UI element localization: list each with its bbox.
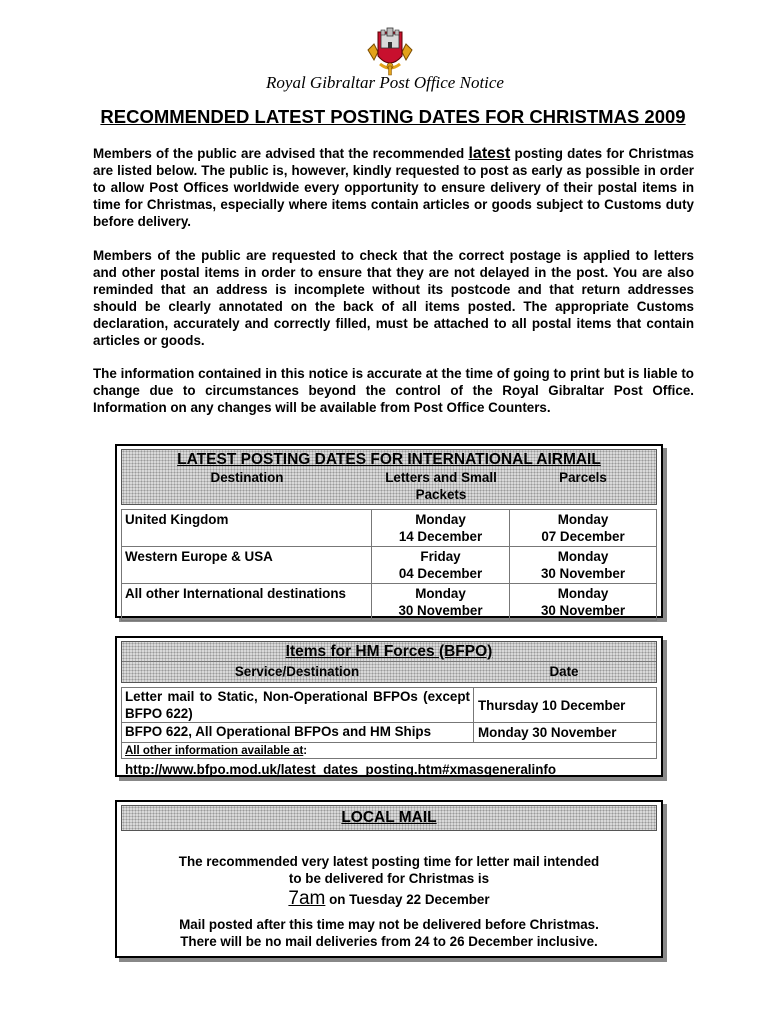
date-cell: Thursday 10 December: [474, 688, 657, 723]
letters-day: Monday: [415, 586, 466, 601]
table-row: [122, 584, 657, 621]
local-mail-box: [115, 800, 663, 958]
info-label: All other information available at: [125, 745, 304, 757]
letters-cell: [372, 510, 510, 547]
airmail-table: [121, 509, 657, 621]
local-header: [121, 805, 657, 831]
destination-cell: All other International destinations: [122, 584, 372, 621]
postage-paragraph: Members of the public are requested to check that the correct postage is applied to letters and other postal items in order to ensure that they are not delayed in the post. You are also reminded that an address is incomplete without its postcode and that return addresses should be clearly annotated on the back of all items posted. The appropriate Customs declaration, accurately and correctly filled, must be attached to all postal items that contain articles or goods.: [93, 248, 694, 348]
table-row: [122, 510, 657, 547]
table-row: [122, 547, 657, 584]
service-cell: BFPO 622, All Operational BFPOs and HM Ships: [122, 723, 474, 743]
col-letters: Letters and Small Packets: [385, 470, 497, 502]
gibraltar-crest-icon: [364, 20, 416, 76]
local-line-2: to be delivered for Christmas is: [288, 871, 490, 886]
bfpo-header: [121, 641, 657, 683]
airmail-column-headers: [122, 469, 656, 503]
accuracy-paragraph: The information contained in this notice is accurate at the time of going to print but is liable to change due to circumstances beyond the control of the Royal Gibraltar Post Office. Information on any changes will be available from Post Office Counters.: [93, 366, 694, 415]
letters-date: 30 November: [398, 603, 483, 618]
main-heading: RECOMMENDED LATEST POSTING DATES FOR CHRISTMAS 2009: [100, 106, 686, 127]
intro-text-start: Members of the public are advised that the recommended: [93, 146, 469, 161]
bfpo-column-headers: [122, 661, 656, 682]
table-row: [122, 723, 657, 743]
col-destination: Destination: [210, 470, 284, 485]
bfpo-table: [121, 687, 657, 759]
local-time-suffix: on Tuesday 22 December: [325, 892, 490, 907]
letters-day: Monday: [415, 512, 466, 527]
parcels-day: Monday: [557, 549, 609, 564]
airmail-header: [121, 449, 657, 505]
office-title: Royal Gibraltar Post Office Notice: [266, 73, 504, 92]
letters-day: Friday: [420, 549, 461, 564]
airmail-box: [115, 444, 663, 618]
table-row: [122, 688, 657, 723]
col-parcels: Parcels: [559, 470, 607, 485]
letters-cell: [372, 547, 510, 584]
local-title: LOCAL MAIL: [341, 809, 437, 826]
intro-paragraph: [93, 145, 694, 230]
table-row: [122, 743, 657, 759]
local-line-4: Mail posted after this time may not be delivered before Christmas.: [179, 917, 599, 932]
info-cell: [122, 743, 657, 759]
letters-cell: [372, 584, 510, 621]
parcels-date: 07 December: [541, 529, 625, 544]
date-cell: Monday 30 November: [474, 723, 657, 743]
latest-emphasis: latest: [468, 145, 511, 162]
local-time-line: [117, 887, 661, 912]
parcels-date: 30 November: [540, 566, 626, 581]
parcels-cell: [510, 510, 657, 547]
parcels-cell: [510, 584, 657, 621]
intro-text-end: posting dates for Christmas are listed below. The public is, however, kindly requested to post as early as possible in order to allow Post Offices worldwide every opportunity to ensure delivery of their postal items in time for Christmas, especially where items contain articles or goods subject to Customs duty before delivery.: [93, 146, 694, 229]
bfpo-title: Items for HM Forces (BFPO): [285, 643, 493, 660]
destination-cell: United Kingdom: [122, 510, 372, 547]
destination-cell: Western Europe & USA: [122, 547, 372, 584]
letters-date: 14 December: [398, 529, 483, 544]
local-line-5: There will be no mail deliveries from 24 to 26 December inclusive.: [180, 934, 598, 949]
parcels-day: Monday: [557, 586, 609, 601]
bfpo-box: [115, 636, 663, 777]
letters-date: 04 December: [398, 566, 483, 581]
parcels-date: 30 November: [540, 603, 626, 618]
bfpo-url-link[interactable]: http://www.bfpo.mod.uk/latest_dates_posting.htm#xmasgeneralinfo: [125, 762, 557, 777]
col-date: Date: [549, 664, 579, 679]
parcels-day: Monday: [557, 512, 609, 527]
col-service: Service/Destination: [234, 664, 360, 679]
local-line-1: The recommended very latest posting time for letter mail intended: [178, 854, 600, 869]
service-cell: Letter mail to Static, Non-Operational BFPOs (except BFPO 622): [122, 688, 474, 723]
local-time: 7am: [288, 888, 326, 909]
info-colon: :: [303, 745, 308, 757]
airmail-title: LATEST POSTING DATES FOR INTERNATIONAL AIRMAIL: [177, 451, 601, 468]
parcels-cell: [510, 547, 657, 584]
